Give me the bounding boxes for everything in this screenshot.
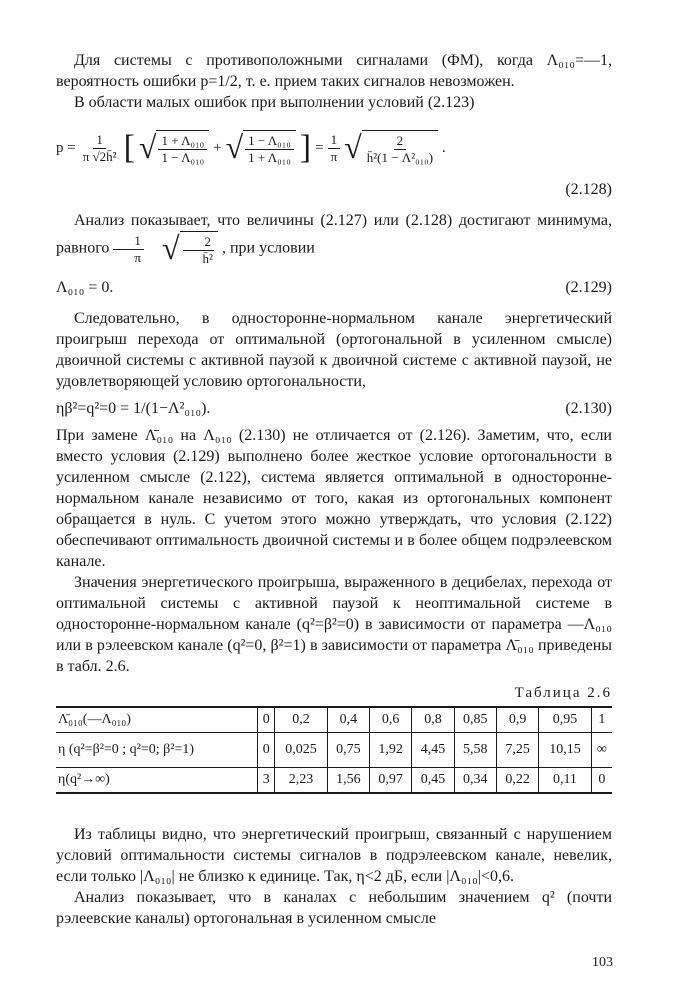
table-cell: 2,23 — [275, 768, 327, 794]
table-cell: 0,97 — [370, 768, 412, 794]
root-2 — [226, 130, 296, 166]
frac-1-num: 1 — [93, 132, 106, 149]
paragraph-3-text-b: , при условии — [221, 239, 315, 257]
root-3-den: h̄²(1 − Λ²₀₁₀) — [366, 150, 434, 165]
frac-2-num: 1 — [328, 132, 341, 149]
equation-2-128 — [56, 113, 612, 179]
eq-lhs: p = — [56, 139, 76, 156]
table-cell: 10,15 — [539, 733, 591, 768]
equation-2-129-text: Λ₀₁₀ = 0. — [56, 279, 114, 296]
frac-1-den: π √2h̄² — [82, 148, 117, 164]
radical-icon: √ — [161, 230, 180, 266]
table-cell: 0,6 — [370, 707, 412, 733]
equation-2-130-text: ηβ²=q²=0 = 1/(1−Λ²₀₁₀). — [56, 400, 211, 417]
table-row — [56, 768, 612, 794]
table-row-label: η (q²=β²=0 ; q²=0; β²=1) — [56, 733, 258, 768]
table-cell: 4,45 — [412, 733, 454, 768]
paragraph-2: В области малых ошибок при выполнении условий (2.123) — [74, 94, 475, 111]
equals-sign: = — [315, 139, 324, 156]
table-cell: 0,22 — [496, 768, 538, 794]
equation-2-129 — [56, 277, 612, 298]
inline-root-num: 2 — [183, 234, 214, 251]
root-3-num: 2 — [394, 133, 407, 150]
table-row — [56, 707, 612, 733]
equation-number: (2.130) — [565, 400, 612, 417]
left-bracket: [ — [123, 129, 135, 166]
inline-frac-num: 1 — [113, 233, 144, 250]
paragraph-3 — [56, 210, 612, 267]
inline-frac-den: π — [134, 249, 141, 265]
page-number: 103 — [592, 955, 613, 970]
table-cell: 0,45 — [412, 768, 454, 794]
equation-2-128-number-row — [56, 179, 612, 200]
frac-2-den: π — [330, 148, 338, 164]
paragraph-4: Следовательно, в односторонне-нормальном канале энергетический проигрыш перехода от оптимальной (ортогональной в усиленном смысле) двоичной системы с активной паузой к двоичной системе с активной паузой, не удовлетворяющей условию ортогональности, — [56, 310, 612, 390]
root-3 — [344, 130, 438, 166]
plus-sign: + — [213, 139, 222, 156]
root-1 — [139, 130, 209, 166]
paragraph-7: Из таблицы видно, что энергетический проигрыш, связанный с нарушением условий оптимальности системы сигналов в подрэлеевском канале, невелик, если только |Λ₀₁₀| не близко к единице. Так, η<2 дБ, если |Λ₀₁₀|<0,6. — [56, 826, 612, 885]
table-cell: 0 — [591, 768, 612, 794]
paragraph-3-text-a: Анализ показывает, что величины (2.127) или (2.128) достигают минимума, равного — [56, 212, 612, 257]
table-cell: 0,34 — [454, 768, 496, 794]
table-cell: 0 — [258, 733, 275, 768]
table-row — [56, 733, 612, 768]
right-bracket: ] — [299, 129, 312, 166]
paragraph-5: При замене Λ̄₀₁₀ на Λ₀₁₀ (2.130) не отличается от (2.126). Заметим, что, если вместо условия (2.129) выполнено более жесткое условие ортогональности в усиленном смысле (2.122), система является оптимальной в односторонне-нормальном канале независимо от того, какая из ортогональных компонент обращается в нуль. С учетом этого можно утверждать, что условия (2.122) обеспечивают оптимальность двоичной системы и в более общем подрэлеевском канале. — [56, 427, 612, 570]
equation-number: (2.129) — [565, 279, 612, 296]
table-cell: 5,58 — [454, 733, 496, 768]
equation-number: (2.128) — [565, 181, 612, 198]
table-cell: 0,85 — [454, 707, 496, 733]
table-caption: Таблица 2.6 — [514, 685, 612, 701]
inline-minimum-formula — [113, 231, 218, 267]
table-row-label: η(q²→∞) — [56, 768, 258, 794]
table-cell: 0,4 — [327, 707, 369, 733]
table-cell: 1 — [591, 707, 612, 733]
table-cell: 0,95 — [539, 707, 591, 733]
equation-2-128-formula — [56, 117, 446, 179]
root-1-den: 1 − Λ₀₁₀ — [161, 150, 205, 165]
equation-2-130 — [56, 398, 612, 419]
root-2-den: 1 + Λ₀₁₀ — [248, 150, 291, 165]
radical-icon: √ — [344, 129, 362, 165]
table-cell: 7,25 — [496, 733, 538, 768]
table-row-label: Λ̄₀₁₀(—Λ₀₁₀) — [56, 707, 258, 733]
table-cell: 1,56 — [327, 768, 369, 794]
eq-end: . — [442, 139, 446, 156]
radical-icon: √ — [225, 129, 244, 165]
frac-1 — [80, 132, 120, 165]
table-cell: 0,75 — [327, 733, 369, 768]
table-cell: 0,8 — [412, 707, 454, 733]
page-body — [56, 50, 612, 929]
data-table — [56, 706, 612, 794]
frac-2 — [328, 132, 341, 165]
table-cell: 1,92 — [370, 733, 412, 768]
table-cell: 0,9 — [496, 707, 538, 733]
root-1-num: 1 + Λ₀₁₀ — [158, 133, 207, 150]
paragraph-8: Анализ показывает, что в каналах с небольшим значением q² (почти рэлеевские каналы) ортогональная в усиленном смысле — [56, 889, 612, 927]
radical-icon: √ — [138, 129, 157, 165]
paragraph-1: Для системы с противоположными сигналами (ФМ), когда Λ₀₁₀=—1, вероятность ошибки p=1/2, т. е. прием таких сигналов невозможен. — [56, 52, 612, 90]
table-cell: 0,11 — [539, 768, 591, 794]
root-2-num: 1 − Λ₀₁₀ — [245, 133, 294, 150]
paragraph-6: Значения энергетического проигрыша, выраженного в децибелах, перехода от оптимальной системы с активной паузой к неоптимальной системе в односторонне-нормальном канале (q²=β²=0) в зависимости от параметра —Λ₀₁₀ или в рэлеевском канале (q²=0, β²=1) в зависимости от параметра Λ̄₀₁₀ приведены в табл. 2.6. — [56, 574, 612, 675]
table-cell: 0 — [258, 707, 275, 733]
inline-root-den: h̄² — [202, 251, 213, 266]
table-cell: 0,2 — [275, 707, 327, 733]
table-cell: ∞ — [591, 733, 612, 768]
table-cell: 3 — [258, 768, 275, 794]
table-cell: 0,025 — [275, 733, 327, 768]
